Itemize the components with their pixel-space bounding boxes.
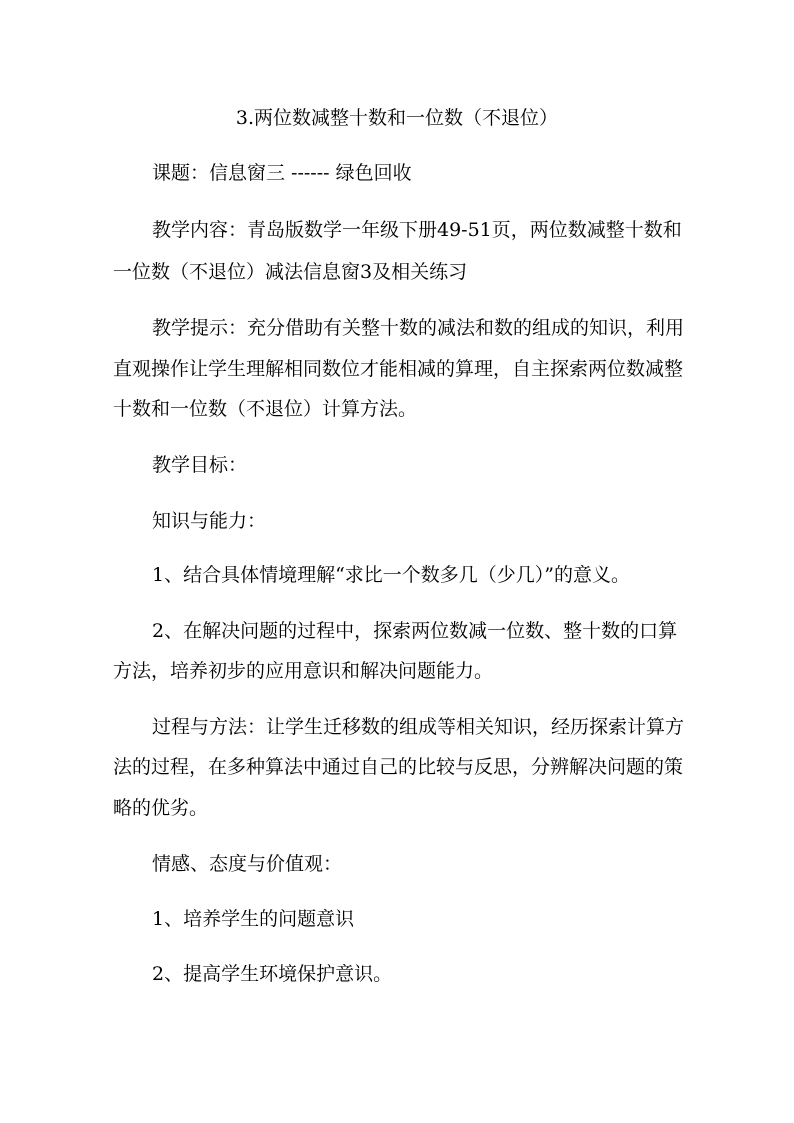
knowledge-ability-heading: 知识与能力： — [152, 510, 267, 532]
process-method-line-3: 略的优劣。 — [113, 797, 209, 819]
emotion-item-1: 1、培养学生的问题意识 — [152, 908, 355, 930]
knowledge-ability-item-2-line-2: 方法，培养初步的应用意识和解决问题能力。 — [113, 660, 494, 682]
emotion-item-2: 2、提高学生环境保护意识。 — [152, 963, 393, 985]
process-method-line-1: 过程与方法：让学生迁移数的组成等相关知识，经历探索计算方 — [152, 716, 685, 738]
teaching-tip-line-1: 教学提示：充分借助有关整十数的减法和数的组成的知识，利用 — [152, 317, 685, 339]
teaching-content-line-1: 教学内容：青岛版数学一年级下册49-51页，两位数减整十数和 — [152, 219, 682, 241]
teaching-content-line-2: 一位数（不退位）减法信息窗3及相关练习 — [113, 261, 468, 283]
emotion-attitude-heading: 情感、态度与价值观： — [152, 853, 343, 875]
lesson-topic: 课题：信息窗三 ------ 绿色回收 — [152, 162, 412, 184]
document-title: 3.两位数减整十数和一位数（不退位） — [235, 107, 559, 129]
process-method-line-2: 法的过程，在多种算法中通过自己的比较与反思，分辨解决问题的策 — [113, 756, 684, 778]
teaching-goals-heading: 教学目标： — [152, 454, 248, 476]
teaching-tip-line-2: 直观操作让学生理解相同数位才能相减的算理，自主探索两位数减整 — [113, 358, 684, 380]
knowledge-ability-item-2-line-1: 2、在解决问题的过程中，探索两位数减一位数、整十数的口算 — [152, 620, 678, 642]
knowledge-ability-item-1: 1、结合具体情境理解“求比一个数多几（少几）”的意义。 — [152, 564, 631, 586]
teaching-tip-line-3: 十数和一位数（不退位）计算方法。 — [113, 398, 418, 420]
